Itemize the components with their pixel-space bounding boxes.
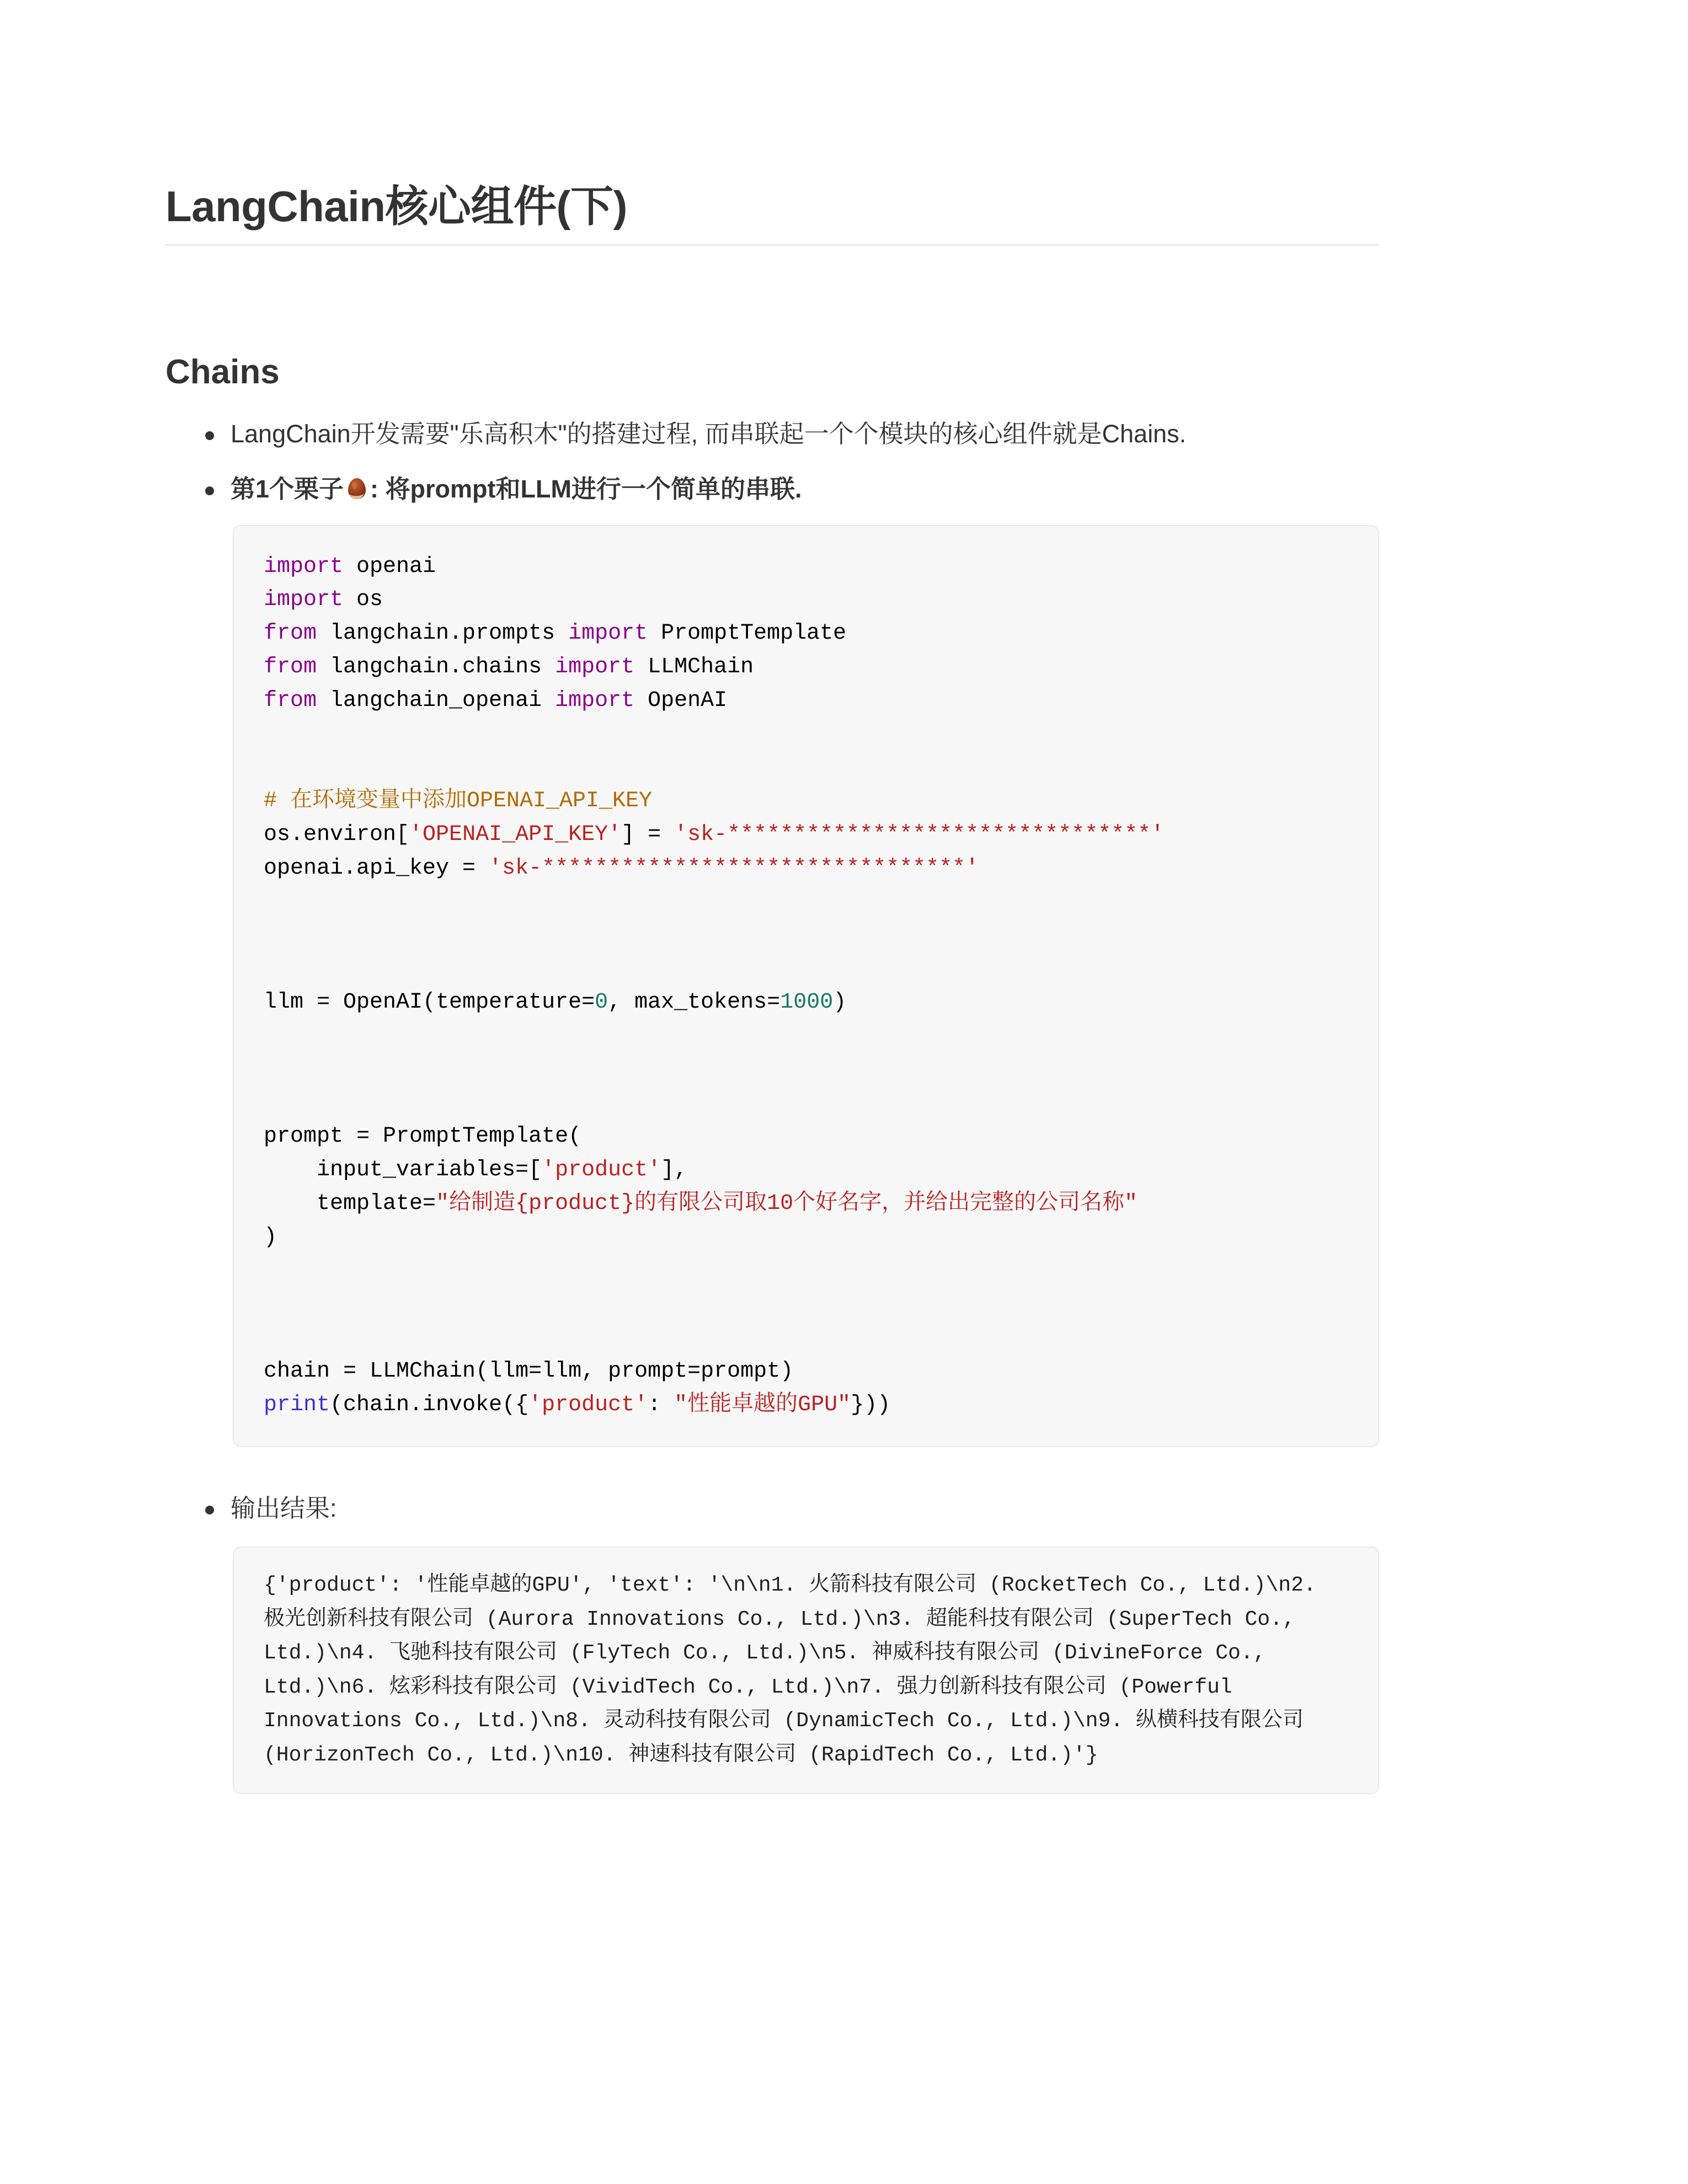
output-bullet-list xyxy=(165,1489,1379,1528)
chestnut-emoji xyxy=(345,473,369,497)
code-content: import openai import os from langchain.prompts import PromptTemplate from langchain.chains import LLMChain from langchain_openai import OpenAI # 在环境变量中添加OPENAI_API_KEY os.environ['OPENAI_API_KEY'] = 'sk-********************************' openai.api_key = 'sk-********************************' llm = OpenAI(temperature=0, max_tokens=1000) prompt = PromptTemplate( input_variables=['product'], template="给制造{product}的有限公司取10个好名字，并给出完整的公司名称" ) chain = LLMChain(llm=llm, prompt=prompt) print(chain.invoke({'product': "性能卓越的GPU"})) xyxy=(264,554,1164,1417)
section-heading-chains: Chains xyxy=(165,352,280,391)
page-title: LangChain核心组件(下) xyxy=(165,182,1379,246)
chains-bullet-list xyxy=(165,415,1379,508)
list-item-example-1 xyxy=(165,470,1379,508)
list-item-intro xyxy=(165,415,1379,453)
python-code-block xyxy=(233,525,1379,1448)
bullet-text-output-result: 输出结果: xyxy=(231,1494,337,1523)
bullet-text-example-suffix: : 将prompt和LLM进行一个简单的串联. xyxy=(370,474,802,503)
bullet-text-intro: LangChain开发需要"乐高积木"的搭建过程, 而串联起一个个模块的核心组件就是Chains. xyxy=(231,420,1187,448)
output-result-block xyxy=(233,1546,1379,1794)
output-content: {'product': '性能卓越的GPU', 'text': '\n\n1. 火箭科技有限公司 (RocketTech Co., Ltd.)\n2. 极光创新科技有限公司 (Aurora Innovations Co., Ltd.)\n3. 超能科技有限公司 (SuperTech Co., Ltd.)\n4. 飞驰科技有限公司 (FlyTech Co., Ltd.)\n5. 神威科技有限公司 (DivineForce Co., Ltd.)\n6. 炫彩科技有限公司 (VividTech Co., Ltd.)\n7. 强力创新科技有限公司 (Powerful Innovations Co., Ltd.)\n8. 灵动科技有限公司 (DynamicTech Co., Ltd.)\n9. 纵横科技有限公司 (HorizonTech Co., Ltd.)\n10. 神速科技有限公司 (RapidTech Co., Ltd.)'} xyxy=(264,1573,1329,1767)
list-item-output-result xyxy=(165,1489,1379,1528)
bullet-text-example-prefix: 第1个栗子 xyxy=(231,474,344,503)
